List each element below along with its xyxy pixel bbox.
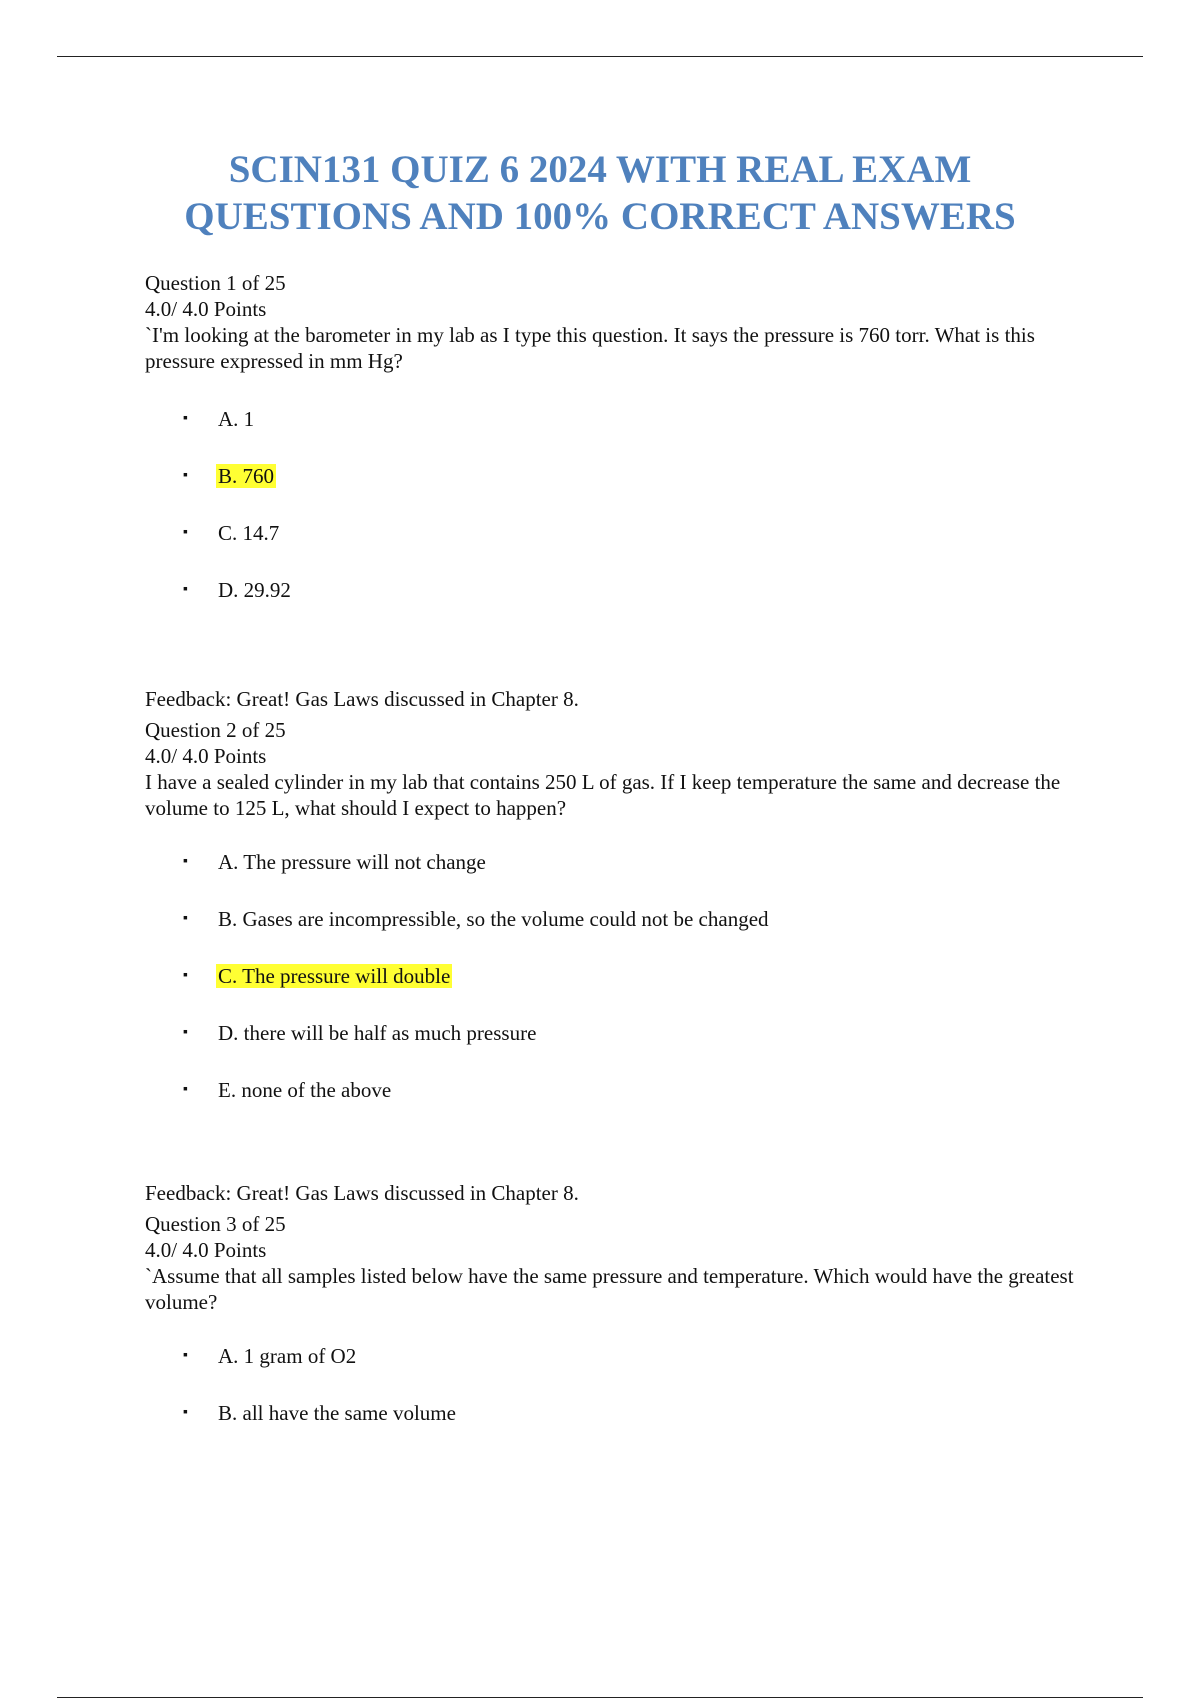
question-text: `I'm looking at the barometer in my lab as I type this question. It says the pressure is 760 torr. What is this pressure expressed in mm Hg? (145, 323, 1035, 373)
bullet-icon: ▪ (183, 524, 188, 540)
answer-option-c (145, 947, 1085, 1004)
bullet-icon: ▪ (183, 1081, 188, 1097)
answer-option-label: D. there will be half as much pressure (218, 1020, 537, 1045)
answer-options (145, 1327, 1085, 1441)
answer-option-label: D. 29.92 (218, 577, 291, 602)
document-title (100, 146, 1100, 240)
top-rule (57, 56, 1143, 57)
bullet-icon: ▪ (183, 1404, 188, 1420)
question-points: 4.0/ 4.0 Points (145, 1238, 267, 1262)
answer-option-label: B. all have the same volume (218, 1400, 456, 1425)
question-header (145, 270, 1085, 322)
question-points: 4.0/ 4.0 Points (145, 744, 267, 768)
answer-option-a (145, 1327, 1085, 1384)
question-feedback: Feedback: Great! Gas Laws discussed in Chapter 8. (145, 1181, 579, 1205)
bullet-icon: ▪ (183, 1347, 188, 1363)
answer-option-b (145, 1384, 1085, 1441)
answer-option-label: A. The pressure will not change (218, 849, 486, 874)
question-points: 4.0/ 4.0 Points (145, 297, 267, 321)
question-number: Question 1 of 25 (145, 271, 286, 295)
answer-option-b (145, 447, 1085, 504)
question-text: `Assume that all samples listed below have the same pressure and temperature. Which would have the greatest volume? (145, 1264, 1074, 1314)
question-1 (145, 270, 1085, 712)
bullet-icon: ▪ (183, 853, 188, 869)
bullet-icon: ▪ (183, 1024, 188, 1040)
question-2 (145, 717, 1085, 1206)
quiz-content (145, 270, 1085, 1441)
bullet-icon: ▪ (183, 967, 188, 983)
answer-option-a (145, 833, 1085, 890)
answer-option-d (145, 1004, 1085, 1061)
bottom-rule (57, 1697, 1143, 1698)
question-3 (145, 1211, 1085, 1441)
question-text: I have a sealed cylinder in my lab that contains 250 L of gas. If I keep temperature the same and decrease the volume to 125 L, what should I expect to happen? (145, 770, 1061, 820)
bullet-icon: ▪ (183, 410, 188, 426)
answer-option-label: A. 1 (218, 406, 255, 431)
answer-option-label: E. none of the above (218, 1077, 392, 1102)
answer-options (145, 390, 1085, 618)
bullet-icon: ▪ (183, 910, 188, 926)
correct-answer-highlight: C. The pressure will double (218, 963, 451, 988)
question-feedback: Feedback: Great! Gas Laws discussed in Chapter 8. (145, 687, 579, 711)
answer-option-a (145, 390, 1085, 447)
question-number: Question 3 of 25 (145, 1212, 286, 1236)
answer-option-b (145, 890, 1085, 947)
bullet-icon: ▪ (183, 467, 188, 483)
answer-option-d (145, 561, 1085, 618)
answer-option-c (145, 504, 1085, 561)
answer-option-e (145, 1061, 1085, 1118)
question-header (145, 717, 1085, 769)
title-line-1: SCIN131 QUIZ 6 2024 WITH REAL EXAM (228, 148, 972, 191)
answer-option-label: C. 14.7 (218, 520, 280, 545)
title-line-2: QUESTIONS AND 100% CORRECT ANSWERS (184, 195, 1016, 238)
answer-option-label: A. 1 gram of O2 (218, 1343, 357, 1368)
correct-answer-highlight: B. 760 (218, 463, 275, 488)
question-number: Question 2 of 25 (145, 718, 286, 742)
question-header (145, 1211, 1085, 1263)
answer-options (145, 833, 1085, 1118)
bullet-icon: ▪ (183, 581, 188, 597)
answer-option-label: B. Gases are incompressible, so the volume could not be changed (218, 906, 769, 931)
